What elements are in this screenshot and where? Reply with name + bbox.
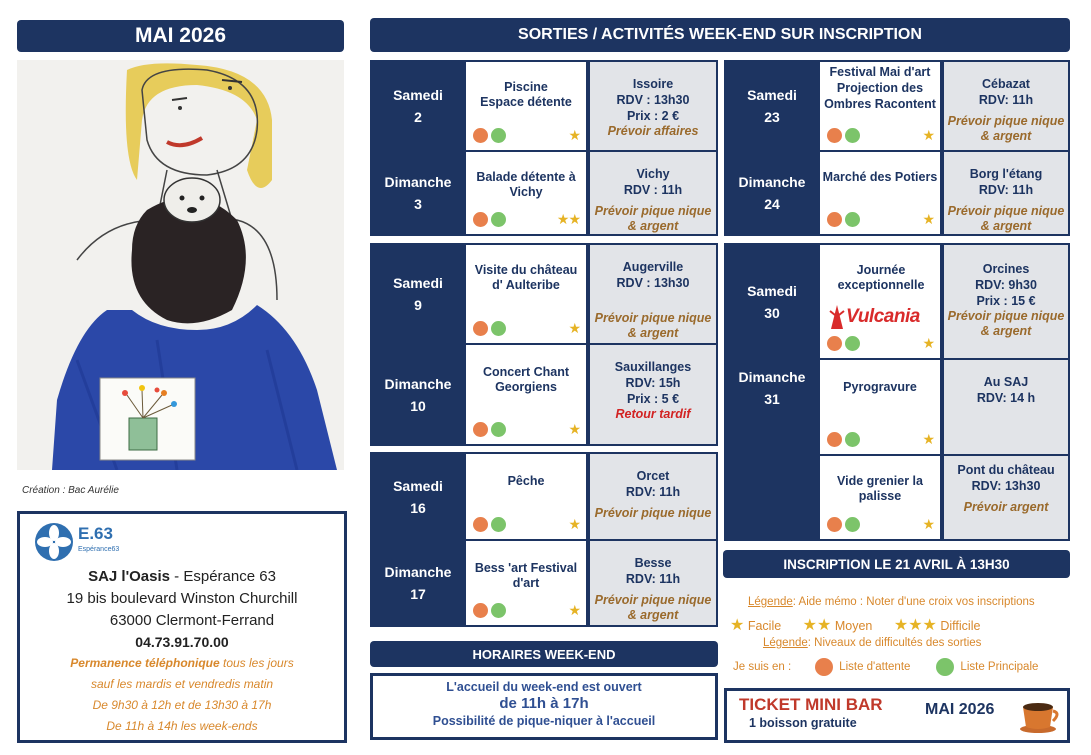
legend-label: Légende [748, 596, 793, 608]
logo-text: E.63 [78, 524, 113, 543]
main-list-dot[interactable] [491, 321, 506, 336]
activity-name: Pêche [507, 474, 545, 488]
day-label [726, 360, 818, 539]
organization-name [20, 568, 344, 585]
waiting-list-dot[interactable] [827, 432, 842, 447]
facile-label: Facile [747, 619, 782, 633]
waiting-list-dot[interactable] [827, 336, 842, 351]
weekend-card-3 [370, 452, 718, 627]
list-legend [733, 658, 1063, 676]
day-name: Samedi [393, 477, 443, 494]
contact-box [17, 511, 347, 743]
star-icon: ★★★ [893, 617, 937, 634]
list-dots [827, 336, 860, 351]
legend-memo [748, 596, 1035, 608]
star-icon: ★ [730, 617, 745, 634]
day-name: Dimanche [384, 174, 452, 190]
main-list-dot[interactable] [491, 422, 506, 437]
image-credit: Création : Bac Aurélie [22, 485, 119, 496]
rdv-time: RDV: 9h30 [975, 278, 1037, 292]
activities-title-banner: SORTIES / ACTIVITÉS WEEK-END SUR INSCRIPTION [370, 18, 1070, 52]
day-number: 23 [764, 109, 780, 125]
activity-cell [464, 454, 586, 539]
activity-row-sun-10 [372, 345, 716, 444]
day-number: 9 [414, 297, 422, 313]
info-cell [588, 345, 716, 444]
info-cell [942, 245, 1068, 358]
info-cell [588, 245, 716, 343]
day-number: 31 [764, 391, 780, 407]
permanence-bold: Permanence téléphonique [70, 656, 220, 670]
weekend-card-1 [370, 60, 718, 236]
activity-row-sat-9 [372, 245, 716, 343]
permanence-rest: tous les jours [219, 656, 294, 670]
list-dots [473, 128, 506, 143]
main-list-dot[interactable] [845, 128, 860, 143]
main-list-label: Liste Principale [960, 661, 1039, 673]
day-label [372, 245, 464, 343]
list-dots [827, 212, 860, 227]
ticket-month: MAI 2026 [925, 701, 995, 718]
waiting-list-dot [815, 658, 833, 676]
note: Prévoir pique nique & argent [947, 309, 1065, 338]
activity-name: Marché des Potiers [822, 170, 938, 184]
location: Sauxillanges [614, 360, 692, 374]
day-label [372, 541, 464, 625]
day-label [372, 62, 464, 150]
activity-cell [818, 62, 940, 150]
weekend-card-5 [724, 243, 1070, 541]
difficulty-stars: ★ [568, 516, 580, 532]
day-name: Dimanche [738, 369, 806, 385]
rdv-time: RDV: 11h [625, 485, 681, 499]
activity-row-sun-24 [726, 152, 1068, 234]
rdv-time: RDV : 11h [623, 183, 683, 197]
rdv-time: RDV: 11h [978, 93, 1034, 107]
day-name: Dimanche [384, 375, 452, 392]
activity-name: Bess 'art Festival d'art [474, 561, 578, 590]
activity-row-sat-30 [726, 245, 1068, 358]
child-drawing-image [17, 60, 344, 470]
day-number: 2 [414, 109, 422, 125]
main-list-dot[interactable] [491, 212, 506, 227]
note: Prévoir argent [963, 500, 1049, 514]
activity-name: Pyrogravure [843, 380, 917, 394]
list-dots [473, 321, 506, 336]
waiting-list-dot[interactable] [827, 212, 842, 227]
day-label [372, 454, 464, 539]
activity-row-sun-17 [372, 541, 716, 625]
note: Prévoir pique nique [594, 506, 712, 520]
info-cell-vide-grenier [942, 456, 1068, 539]
list-dots [473, 422, 506, 437]
list-dots [473, 517, 506, 532]
month-banner: MAI 2026 [17, 20, 344, 52]
difficulty-stars: ★ [922, 335, 934, 351]
location: Vichy [636, 167, 670, 181]
ticket-title: TICKET MINI BAR [739, 695, 883, 714]
volcano-icon [826, 303, 848, 331]
price: Prix : 15 € [976, 294, 1036, 308]
vulcania-text: Vulcania [846, 306, 920, 327]
address-line-2: 63000 Clermont-Ferrand [109, 612, 275, 629]
note: Prévoir pique nique & argent [594, 311, 712, 340]
activity-name: Visite du château d' Aulteribe [474, 263, 578, 292]
legend-text: : Aide mémo : Noter d'une croix vos inscriptions [792, 596, 1035, 608]
price: Prix : 5 € [626, 392, 680, 406]
day-number: 17 [410, 586, 426, 602]
legend-text: : Niveaux de difficultés des sorties [807, 637, 982, 649]
day-number: 30 [764, 304, 780, 321]
info-cell [942, 62, 1068, 150]
location: Borg l'étang [969, 167, 1043, 181]
activity-name: Concert Chant Georgiens [482, 365, 570, 394]
phone-number: 04.73.91.70.00 [135, 634, 229, 650]
activity-cell-pyrogravure [818, 360, 940, 454]
organization-rest: - Espérance 63 [170, 568, 276, 585]
activity-row-sun-31 [726, 360, 1068, 539]
note: Prévoir pique nique & argent [947, 204, 1065, 233]
activity-name: Journée exceptionnelle [837, 263, 925, 292]
rdv-time: RDV : 13h30 [616, 93, 690, 107]
difficulty-stars: ★ [922, 516, 934, 532]
waiting-list-dot[interactable] [473, 517, 488, 532]
difficulty-stars: ★ [568, 602, 580, 618]
waiting-list-dot[interactable] [473, 422, 488, 437]
waiting-list-dot[interactable] [827, 128, 842, 143]
day-label [726, 245, 818, 358]
day-number: 3 [414, 196, 422, 212]
organization-bold: SAJ l'Oasis [88, 568, 171, 585]
main-list-dot [936, 658, 954, 676]
horaires-box [370, 673, 718, 740]
activity-cell [818, 245, 940, 358]
main-list-dot[interactable] [845, 517, 860, 532]
waiting-list-dot[interactable] [473, 603, 488, 618]
activity-name: Vide grenier la palisse [837, 474, 923, 503]
day-label [372, 345, 464, 444]
inscription-banner: INSCRIPTION LE 21 AVRIL À 13H30 [723, 550, 1070, 578]
day-name: Samedi [747, 282, 797, 299]
permanence-line-4: De 11h à 14h les week-ends [106, 719, 258, 733]
day-name: Samedi [393, 87, 443, 103]
location: Au SAJ [983, 375, 1029, 389]
activity-name: Balade détente à Vichy [476, 170, 576, 199]
price: Prix : 2 € [626, 109, 680, 123]
main-list-dot[interactable] [491, 128, 506, 143]
activity-row-sat-2 [372, 62, 716, 150]
main-list-dot[interactable] [491, 517, 506, 532]
rdv-time: RDV : 13h30 [616, 276, 690, 290]
legend-label: Légende [763, 637, 808, 649]
difficulty-stars: ★ [922, 127, 934, 143]
rdv-time: RDV: 11h [978, 183, 1034, 197]
day-number: 24 [764, 196, 780, 212]
info-cell [588, 454, 716, 539]
horaires-line-1: L'accueil du week-end est ouvert [446, 680, 642, 694]
info-cell [588, 62, 716, 150]
note: Prévoir affaires [607, 124, 699, 138]
horaires-line-3: Possibilité de pique-niquer à l'accueil [432, 714, 656, 728]
list-dots [827, 432, 860, 447]
difficile-label: Difficile [940, 619, 981, 633]
location: Orcet [636, 469, 670, 483]
activity-name: Festival Mai d'art Projection des Ombres Racontent [824, 65, 936, 111]
waiting-list-dot[interactable] [473, 212, 488, 227]
location: Augerville [622, 260, 684, 274]
logo-subtext: Espérance63 [78, 546, 120, 553]
activity-row-sat-16 [372, 454, 716, 539]
activity-cell [464, 245, 586, 343]
main-list-dot[interactable] [845, 336, 860, 351]
day-label [372, 152, 464, 234]
waiting-list-dot[interactable] [473, 128, 488, 143]
activity-cell [818, 152, 940, 234]
location: Issoire [632, 77, 674, 91]
day-name: Dimanche [738, 174, 806, 190]
horaires-banner: HORAIRES WEEK-END [370, 641, 718, 667]
list-dots [473, 603, 506, 618]
location: Pont du château [957, 463, 1055, 477]
day-number: 10 [410, 397, 426, 414]
info-cell [588, 152, 716, 234]
note: Prévoir pique nique & argent [594, 204, 712, 233]
day-name: Samedi [393, 275, 443, 291]
difficulty-stars: ★ [568, 320, 580, 336]
activity-row-sat-23 [726, 62, 1068, 150]
activity-cell [464, 541, 586, 625]
rdv-time: RDV: 14 h [976, 391, 1036, 405]
activity-cell [464, 62, 586, 150]
day-name: Dimanche [384, 564, 452, 580]
activity-cell-vide-grenier [818, 456, 940, 539]
activity-cell [464, 152, 586, 234]
rdv-time: RDV: 11h [625, 572, 681, 586]
difficulty-stars: ★ [922, 211, 934, 227]
location: Besse [634, 556, 672, 570]
note: Prévoir pique nique & argent [947, 114, 1065, 143]
waiting-list-dot[interactable] [827, 517, 842, 532]
permanence-line-2: sauf les mardis et vendredis matin [90, 677, 274, 691]
main-list-dot[interactable] [491, 603, 506, 618]
moyen-label: Moyen [834, 619, 873, 633]
star-icon: ★★ [802, 617, 832, 634]
ticket-mini-bar [724, 688, 1070, 743]
flower-icon [34, 522, 74, 562]
location: Cébazat [982, 77, 1030, 91]
coffee-cup-icon [1019, 697, 1061, 735]
day-number: 16 [410, 499, 426, 516]
note: Prévoir pique nique & argent [594, 593, 712, 622]
difficulty-legend [730, 615, 1060, 635]
info-cell-pyrogravure [942, 360, 1068, 454]
horaires-line-2: de 11h à 17h [499, 695, 589, 712]
rdv-time: RDV: 15h [625, 376, 681, 390]
late-return-note: Retour tardif [615, 407, 691, 421]
weekend-card-2 [370, 243, 718, 446]
day-label [726, 152, 818, 234]
ticket-subtitle: 1 boisson gratuite [749, 716, 857, 730]
difficulty-stars: ★ [922, 431, 934, 447]
rdv-time: RDV: 13h30 [971, 479, 1041, 493]
info-cell [942, 152, 1068, 234]
main-list-dot[interactable] [845, 432, 860, 447]
je-suis-label: Je suis en : [733, 661, 792, 673]
difficulty-stars: ★ [568, 421, 580, 437]
permanence-line [20, 656, 344, 670]
activity-name: Piscine Espace détente [480, 80, 572, 109]
permanence-line-3: De 9h30 à 12h et de 13h30 à 17h [92, 698, 272, 712]
address-line-1: 19 bis boulevard Winston Churchill [66, 590, 298, 607]
list-dots [827, 517, 860, 532]
list-dots [827, 128, 860, 143]
difficulty-stars: ★ [568, 127, 580, 143]
main-list-dot[interactable] [845, 212, 860, 227]
location: Orcines [982, 262, 1030, 276]
waiting-list-dot[interactable] [473, 321, 488, 336]
difficulty-stars: ★★ [556, 211, 580, 227]
vulcania-logo [826, 303, 938, 333]
esperance63-logo [34, 522, 124, 562]
activity-cell [464, 345, 586, 444]
legend-difficulty [763, 637, 981, 649]
info-cell [588, 541, 716, 625]
day-label [726, 62, 818, 150]
list-dots [473, 212, 506, 227]
activity-row-sun-3 [372, 152, 716, 234]
weekend-card-4 [724, 60, 1070, 236]
waiting-list-label: Liste d'attente [839, 661, 911, 673]
day-name: Samedi [747, 87, 797, 103]
